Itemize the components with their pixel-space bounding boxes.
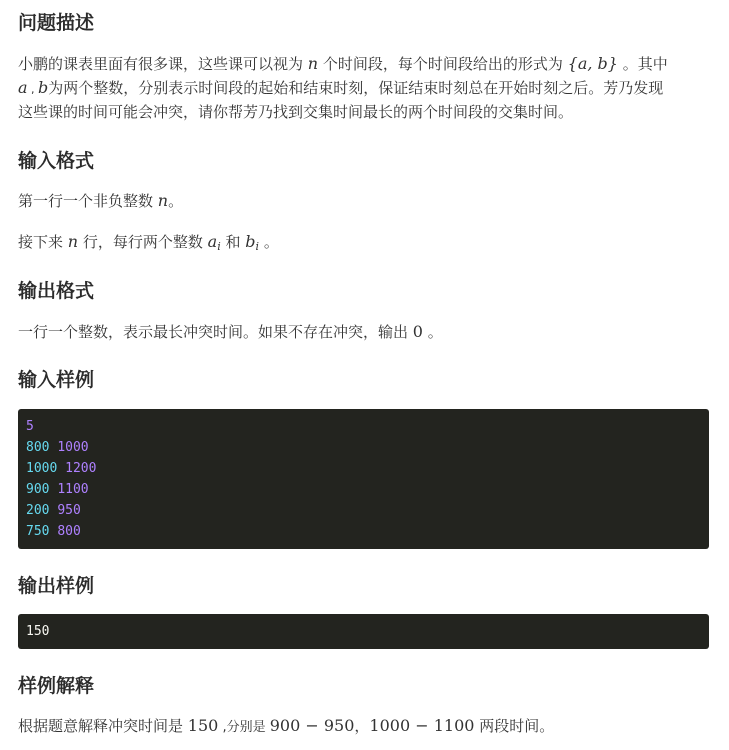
description-line-1: 小鹏的课表里面有很多课，这些课可以视为 n 个时间段，每个时间段给出的形式为 {a, b} 。其中 [18,54,668,73]
input-format-heading: 输入格式 [18,150,95,172]
sample-input-heading: 输入样例 [18,369,95,391]
description-line-2: a , b为两个整数，分别表示时间段的起始和结束时刻，保证结束时刻总在开始时刻之后。芳乃发现 [18,78,664,97]
explanation-line: 根据题意解释冲突时间是 150 ,分别是 900 − 950，1000 − 1100 两段时间。 [18,716,555,735]
sample-output-code-block[interactable] [18,614,709,649]
output-value: 150 [26,624,50,639]
code-line-4: 900 1100 [26,482,89,497]
code-line-6: 750 800 [26,524,81,539]
code-line-3: 1000 1200 [26,461,97,476]
explanation-heading: 样例解释 [18,675,95,697]
code-line-5: 200 950 [26,503,81,518]
input-format-line-2: 接下来 n 行，每行两个整数 $a_i$ 和 $b_i$ 。 [18,232,279,253]
sample-output-heading: 输出样例 [18,575,95,597]
output-format-line-1: 一行一个整数，表示最长冲突时间。如果不存在冲突，输出 0 。 [18,322,443,341]
input-format-line-1: 第一行一个非负整数 n。 [18,191,184,210]
code-line-2: 800 1000 [26,440,89,455]
description-line-3: 这些课的时间可能会冲突，请你帮芳乃找到交集时间最长的两个时间段的交集时间。 [18,103,574,121]
description-heading: 问题描述 [18,12,95,34]
sample-input-code-block[interactable] [18,409,709,549]
code-line-1: 5 [26,419,34,434]
output-format-heading: 输出格式 [18,280,95,302]
